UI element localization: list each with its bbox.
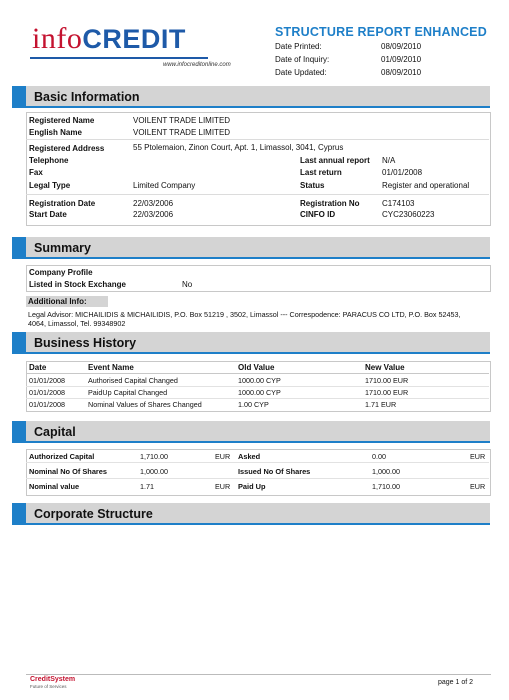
history-row2-new: 1710.00 EUR	[365, 388, 409, 397]
history-col-new-value: New Value	[365, 363, 405, 372]
additional-info-line2: 4064, Limassol, Tel. 99348902	[28, 319, 126, 328]
registered-address-label: Registered Address	[29, 144, 105, 153]
registered-name-label: Registered Name	[29, 116, 95, 125]
cinfo-id-label: CINFO ID	[300, 210, 336, 219]
paid-up-value: 1,710.00	[372, 482, 400, 491]
infocredit-logo	[32, 24, 186, 54]
section-accent-bar	[12, 86, 26, 108]
additional-info-label: Additional Info:	[28, 297, 87, 306]
registration-date-label: Registration Date	[29, 199, 96, 208]
legal-type-label: Legal Type	[29, 181, 71, 190]
section-business-history	[12, 332, 490, 354]
status-label: Status	[300, 181, 325, 190]
section-underline	[26, 352, 490, 354]
issued-no-shares-value: 1,000.00	[372, 467, 400, 476]
history-row2-date: 01/01/2008	[29, 388, 65, 397]
history-row2-old: 1000.00 CYP	[238, 388, 281, 397]
telephone-label: Telephone	[29, 156, 69, 165]
company-profile-label: Company Profile	[29, 268, 93, 277]
nominal-value-currency: EUR	[215, 482, 231, 491]
nominal-no-shares-value: 1,000.00	[140, 467, 168, 476]
row-divider	[26, 398, 489, 399]
date-updated-value: 08/09/2010	[381, 68, 422, 77]
creditsystem-logo: CreditSystem	[30, 676, 76, 683]
paid-up-currency: EUR	[470, 482, 486, 491]
row-divider	[26, 478, 489, 479]
history-row3-event: Nominal Values of Shares Changed	[88, 400, 202, 409]
row-divider	[26, 139, 489, 140]
section-underline	[26, 257, 490, 259]
issued-no-shares-label: Issued No Of Shares	[238, 467, 311, 476]
section-basic-information	[12, 86, 490, 108]
start-date-value: 22/03/2006	[133, 210, 174, 219]
history-row1-date: 01/01/2008	[29, 376, 65, 385]
nominal-no-shares-label: Nominal No Of Shares	[29, 467, 108, 476]
date-printed-label: Date Printed:	[275, 42, 322, 51]
section-underline	[26, 106, 490, 108]
registered-name-value: VOILENT TRADE LIMITED	[133, 116, 231, 125]
paid-up-label: Paid Up	[238, 482, 266, 491]
listed-stock-exchange-label: Listed in Stock Exchange	[29, 280, 126, 289]
row-divider	[26, 386, 489, 387]
history-row3-new: 1.71 EUR	[365, 400, 397, 409]
page-indicator: page 1 of 2	[438, 679, 474, 686]
additional-info-line1: Legal Advisor: MICHAILIDIS & MICHAILIDIS, P.O. Box 51219 , 3502, Limassol --- Correspodence: PARACUS CO LTD, P.O. Box 52453,	[28, 310, 461, 319]
section-accent-bar	[12, 332, 26, 354]
history-row1-new: 1710.00 EUR	[365, 376, 409, 385]
fax-label: Fax	[29, 168, 43, 177]
asked-value: 0.00	[372, 452, 386, 461]
section-capital	[12, 421, 490, 443]
section-title: Capital	[34, 425, 76, 439]
authorized-capital-value: 1,710.00	[140, 452, 168, 461]
logo-credit-text: CREDIT	[82, 24, 186, 54]
nominal-value-label: Nominal value	[29, 482, 80, 491]
asked-currency: EUR	[470, 452, 486, 461]
status-value: Register and operational	[382, 181, 470, 190]
section-underline	[26, 523, 490, 525]
registration-no-value: C174103	[382, 199, 415, 208]
history-col-old-value: Old Value	[238, 363, 275, 372]
date-printed-value: 08/09/2010	[381, 42, 422, 51]
english-name-value: VOILENT TRADE LIMITED	[133, 128, 231, 137]
authorized-capital-currency: EUR	[215, 452, 231, 461]
table-header-divider	[26, 373, 489, 374]
section-summary	[12, 237, 490, 259]
date-inquiry-label: Date of Inquiry:	[275, 55, 330, 64]
history-col-date: Date	[29, 363, 47, 372]
section-title: Basic Information	[34, 90, 140, 104]
history-row2-event: PaidUp Capital Changed	[88, 388, 168, 397]
footer-divider	[26, 674, 491, 675]
last-return-label: Last return	[300, 168, 342, 177]
registered-address-value: 55 Ptolemaion, Zinon Court, Apt. 1, Limassol, 3041, Cyprus	[133, 143, 344, 152]
authorized-capital-label: Authorized Capital	[29, 452, 95, 461]
section-title: Summary	[34, 241, 91, 255]
legal-type-value: Limited Company	[133, 181, 196, 190]
history-row1-old: 1000.00 CYP	[238, 376, 281, 385]
section-corporate-structure	[12, 503, 490, 525]
last-annual-report-label: Last annual report	[300, 156, 370, 165]
start-date-label: Start Date	[29, 210, 67, 219]
english-name-label: English Name	[29, 128, 82, 137]
website-url[interactable]: www.infocreditonline.com	[163, 62, 231, 68]
history-row3-old: 1.00 CYP	[238, 400, 269, 409]
section-title: Corporate Structure	[34, 507, 153, 521]
registration-date-value: 22/03/2006	[133, 199, 174, 208]
registration-no-label: Registration No	[300, 199, 360, 208]
last-annual-report-value: N/A	[382, 156, 396, 165]
row-divider	[26, 194, 489, 195]
logo-underline	[30, 57, 208, 59]
section-accent-bar	[12, 421, 26, 443]
listed-stock-exchange-value: No	[182, 280, 193, 289]
section-accent-bar	[12, 503, 26, 525]
history-row1-event: Authorised Capital Changed	[88, 376, 178, 385]
date-updated-label: Date Updated:	[275, 68, 327, 77]
nominal-value-value: 1.71	[140, 482, 154, 491]
report-title: STRUCTURE REPORT ENHANCED	[275, 25, 487, 39]
section-title: Business History	[34, 336, 137, 350]
cinfo-id-value: CYC23060223	[382, 210, 435, 219]
history-col-event: Event Name	[88, 363, 134, 372]
row-divider	[26, 462, 489, 463]
section-accent-bar	[12, 237, 26, 259]
date-inquiry-value: 01/09/2010	[381, 55, 422, 64]
creditsystem-tagline: Future of Services	[30, 684, 67, 689]
section-underline	[26, 441, 490, 443]
asked-label: Asked	[238, 452, 261, 461]
history-row3-date: 01/01/2008	[29, 400, 65, 409]
logo-info-text: info	[32, 22, 83, 55]
last-return-value: 01/01/2008	[382, 168, 423, 177]
